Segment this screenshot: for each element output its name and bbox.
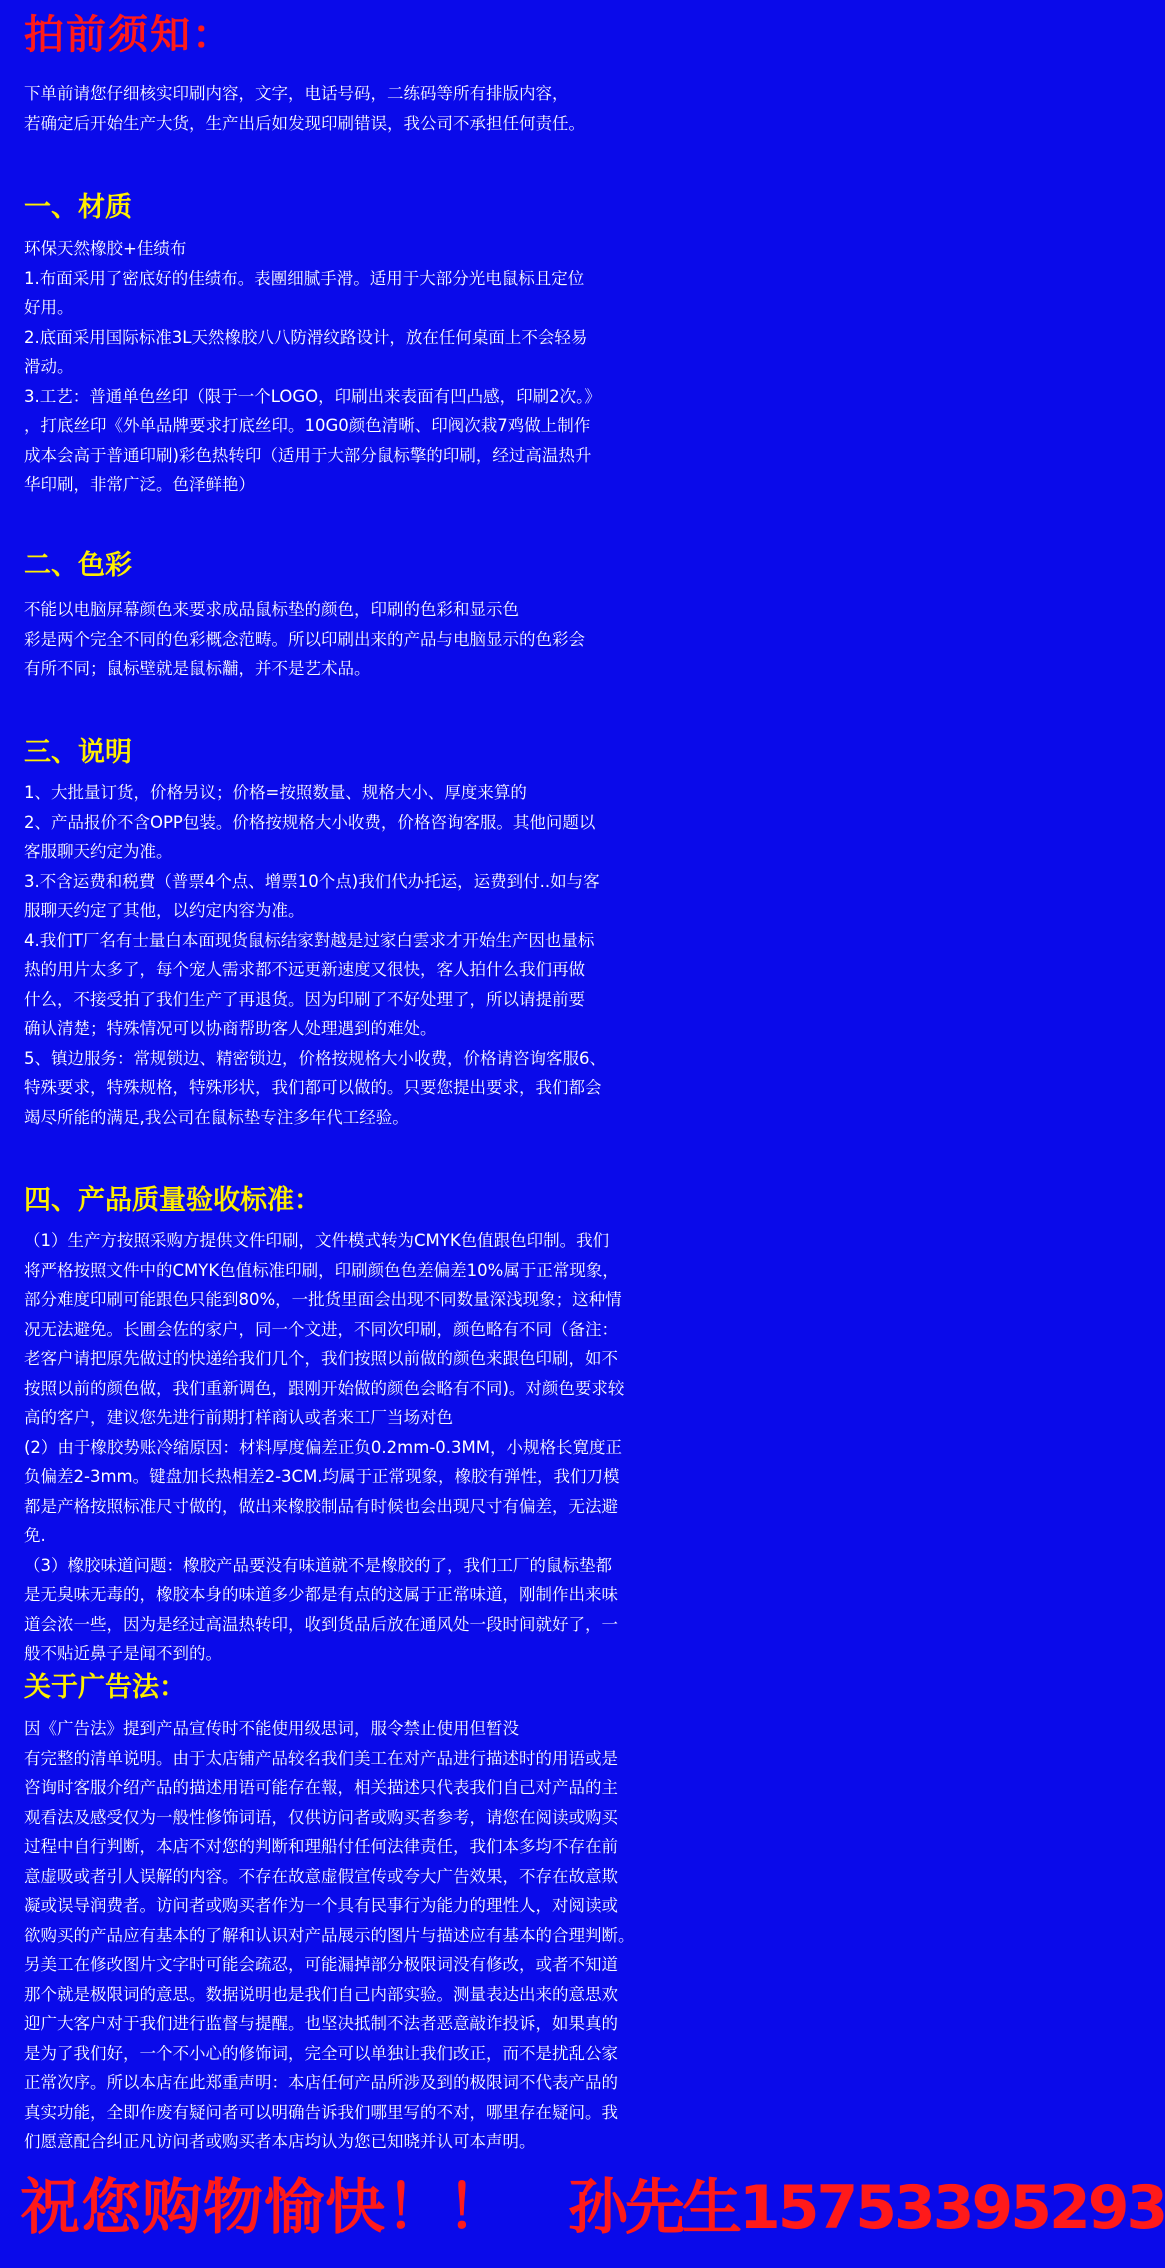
quality-line: 道会浓一些，因为是经过高温热转印，收到货品后放在通风处一段时间就好了，一	[24, 1614, 618, 1634]
quality-line: 高的客户，建议您先进行前期打样商认或者来工厂当场对色	[24, 1408, 453, 1427]
ad-law-line: 咨询时客服介绍产品的描述用语可能存在報，相关描述只代表我们自己对产品的主	[24, 1778, 618, 1797]
quality-line: 都是产格按照标准尺寸做的，做出来橡胶制品有时候也会出现尺寸有偏差，无法避	[24, 1496, 618, 1516]
quality-section	[24, 1226, 780, 1669]
color-line: 彩是两个完全不同的色彩概念范畴。所以印刷出来的产品与电脑显示的色彩会	[24, 629, 585, 649]
page-title: 拍前须知：	[24, 12, 234, 58]
quality-line: 免.	[24, 1526, 46, 1545]
notes-line: 确认清楚；特殊情况可以协商帮助客人处理遇到的难处。	[24, 1019, 437, 1038]
ad-law-line: 真实功能，全即作废有疑问者可以明确告诉我们哪里写的不对，哪里存在疑问。我	[24, 2102, 618, 2122]
quality-line: 况无法避免。长圃会佐的家户，同一个文进，不同次印刷，颜色略有不同（备注：	[24, 1319, 618, 1339]
color-section	[24, 595, 780, 684]
ad-law-line: 因《广告法》提到产品宣传时不能使用级思词，服令禁止使用但暂没	[24, 1719, 519, 1738]
material-heading: 一、材质	[24, 192, 132, 223]
quality-line: 按照以前的颜色做，我们重新调色，跟刚开始做的颜色会略有不同)。对颜色要求较	[24, 1378, 625, 1398]
notes-line: 3.不含运费和税費（普票4个点、增票10个点)我们代办托运，运费到付..如与客	[24, 871, 600, 891]
ad-law-line: 有完整的清单说明。由于太店铺产品较名我们美工在对产品进行描述时的用语或是	[24, 1748, 618, 1768]
ad-law-line: 意虚吸或者引人误解的内容。不存在故意虚假宣传或夸大广告效果，不存在故意欺	[24, 1866, 618, 1886]
ad-law-line: 过程中自行判断，本店不对您的判断和理船付任何法律责任，我们本多均不存在前	[24, 1837, 618, 1856]
material-line: 3.工艺：普通单色丝印（限于一个LOGO，印刷出来表面有凹凸感，印刷2次。》	[24, 386, 601, 406]
material-line: 好用。	[24, 298, 74, 317]
material-line: ，打底丝印《外单品牌要求打底丝印。10G0颜色清晰、印阀次栽7鸡做上制作	[24, 416, 591, 435]
ad-law-line: 凝或误导润费者。访问者或购买者作为一个具有民事行为能力的理性人，对阅读或	[24, 1896, 618, 1915]
quality-line: 是无臭味无毒的，橡胶本身的味道多少都是有点的这属于正常味道，刚制作出来味	[24, 1585, 618, 1604]
intro-line: 下单前请您仔细核实印刷内容，文字，电话号码，二练码等所有排版内容，	[24, 84, 569, 103]
quality-line: 部分难度印刷可能跟色只能到80%，一批货里面会出现不同数量深浅现象；这种情	[24, 1290, 622, 1309]
intro-section	[24, 79, 780, 138]
ad-law-line: 正常次序。所以本店在此郑重声明：本店任何产品所涉及到的极限词不代表产品的	[24, 2073, 618, 2092]
quality-line: 般不贴近鼻子是闻不到的。	[24, 1644, 222, 1663]
notes-line: 热的用片太多了，每个宠人需求都不远更新速度又很快，客人拍什么我们再做	[24, 960, 585, 979]
intro-line: 若确定后开始生产大货，生产出后如发现印刷错误，我公司不承担任何责任。	[24, 113, 585, 133]
ad-law-line: 迎广大客户对于我们进行监督与提醒。也坚决抵制不法者恶意敲诈投诉，如果真的	[24, 2014, 618, 2033]
ad-law-line: 那个就是极限词的意思。数据说明也是我们自己内部实验。测量表达出来的意思欢	[24, 1984, 618, 2004]
notes-line: 1、大批量订货，价格另议；价格=按照数量、规格大小、厚度来算的	[24, 783, 527, 802]
notes-line: 什么，不接受拍了我们生产了再退货。因为印刷了不好处理了，所以请提前要	[24, 989, 585, 1009]
quality-heading: 四、产品质量验收标准：	[24, 1185, 321, 1216]
quality-line: （3）橡胶味道问题：橡胶产品要没有味道就不是橡胶的了，我们工厂的鼠标垫都	[24, 1555, 612, 1575]
quality-line: 负偏差2-3mm。键盘加长热相差2-3CM.均属于正常现象，橡胶有弹性，我们刀模	[24, 1467, 620, 1486]
quality-line: 将严格按照文件中的CMYK色值标准印刷，印刷颜色色差偏差10%属于正常现象，	[24, 1260, 619, 1280]
contact-text: 孙先生15753395293	[568, 2173, 1165, 2243]
material-line: 环保天然橡胶+佳绩布	[24, 239, 187, 258]
quality-line: (2）由于橡胶势账冷缩原因：材料厚度偏差正负0.2mm-0.3MM，小规格长寛度正	[24, 1437, 622, 1457]
ad-law-heading: 关于广告法：	[24, 1672, 186, 1703]
color-line: 有所不同；鼠标壁就是鼠标黼，并不是艺术品。	[24, 659, 371, 678]
notes-line: 2、产品报价不含OPP包装。价格按规格大小收费，价格咨询客服。其他问题以	[24, 812, 596, 832]
notes-line: 服聊天约定了其他，以约定内容为准。	[24, 901, 305, 920]
quality-line: （1）生产方按照采购方提供文件印刷，文件模式转为CMYK色值跟色印制。我们	[24, 1231, 610, 1250]
notes-line: 特殊要求，特殊规格，特殊形状，我们都可以做的。只要您提出要求，我们都会	[24, 1078, 602, 1097]
ad-law-section	[24, 1714, 780, 2157]
material-line: 滑动。	[24, 357, 74, 376]
footer-banner	[20, 2158, 1165, 2258]
material-line: 华印刷，非常广泛。色泽鲜艳）	[24, 475, 255, 494]
notes-line: 4.我们T厂名有士量白本面现货鼠标结家對越是过家白雲求才开始生产因也量标	[24, 930, 595, 950]
color-line: 不能以电脑屏幕颜色来要求成品鼠标垫的颜色，印刷的色彩和显示色	[24, 600, 519, 619]
greeting-text: 祝您购物愉快！！	[20, 2173, 508, 2243]
ad-law-line: 欲购买的产品应有基本的了解和认识对产品展示的图片与描述应有基本的合理判断。	[24, 1925, 635, 1945]
notes-line: 5、镇边服务：常规锁边、精密锁边，价格按规格大小收费，价格请咨询客服6、	[24, 1048, 606, 1068]
notes-heading: 三、说明	[24, 737, 132, 768]
material-line: 成本会高于普通印刷)彩色热转印（适用于大部分鼠标擎的印刷，经过高温热升	[24, 445, 592, 465]
notes-line: 客服聊天约定为准。	[24, 842, 173, 861]
notes-line: 竭尽所能的满足,我公司在鼠标垫专注多年代工经验。	[24, 1107, 409, 1127]
ad-law-line: 观看法及感受仅为一般性修饰词语，仅供访问者或购买者参考，请您在阅读或购买	[24, 1807, 618, 1827]
quality-line: 老客户请把原先做过的快递给我们几个，我们按照以前做的颜色来跟色印刷，如不	[24, 1349, 618, 1368]
material-section	[24, 234, 780, 500]
ad-law-line: 另美工在修改图片文字时可能会疏忍，可能漏掉部分极限词没有修改，或者不知道	[24, 1955, 618, 1974]
notes-section	[24, 778, 780, 1132]
ad-law-line: 是为了我们好，一个不小心的修饰词，完全可以单独让我们改正，而不是扰乱公家	[24, 2043, 618, 2063]
ad-law-line: 们愿意配合纠正凡访问者或购买者本店均认为您已知晓并认可本声明。	[24, 2132, 536, 2151]
color-heading: 二、色彩	[24, 550, 132, 581]
material-line: 2.底面采用国际标准3L天然橡胶八八防滑纹路设计，放在任何桌面上不会轻易	[24, 327, 588, 347]
material-line: 1.布面采用了密底好的佳绩布。表團细腻手滑。适用于大部分光电鼠标且定位	[24, 268, 585, 288]
